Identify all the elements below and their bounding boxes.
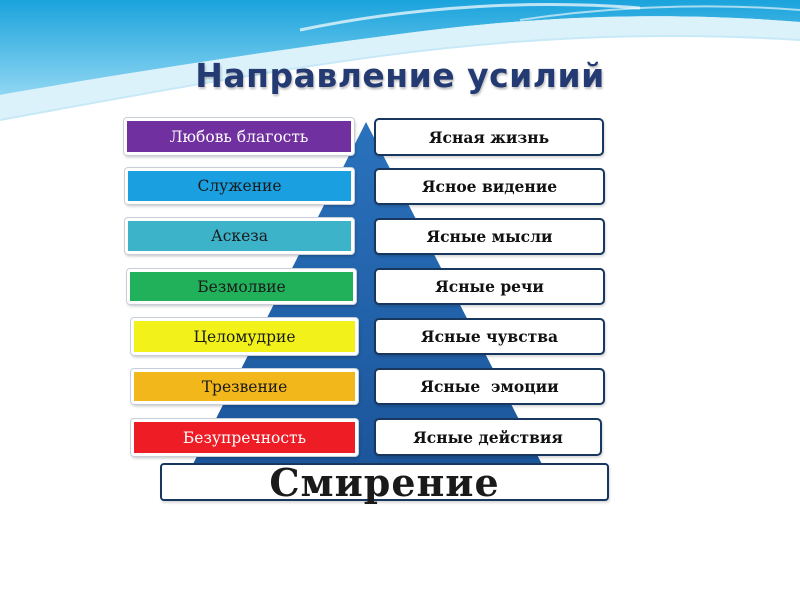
page-title: Направление усилий [195,56,605,95]
right-item-5: Ясные чувства [374,318,605,355]
left-item-7: Безупречность [131,419,358,456]
right-item-2: Ясное видение [374,168,605,205]
base-bar: Смирение [160,463,609,501]
left-item-4: Безмолвие [127,269,356,304]
right-item-3: Ясные мысли [374,218,605,255]
left-item-6: Трезвение [131,369,358,404]
left-item-5: Целомудрие [131,318,358,355]
left-item-1: Любовь благость [124,118,354,155]
right-item-4: Ясные речи [374,268,605,305]
left-item-2: Служение [125,168,354,204]
right-item-1: Ясная жизнь [374,118,604,156]
left-item-3: Аскеза [125,218,354,254]
right-item-7: Ясные действия [374,418,602,456]
right-item-6: Ясные эмоции [374,368,605,405]
